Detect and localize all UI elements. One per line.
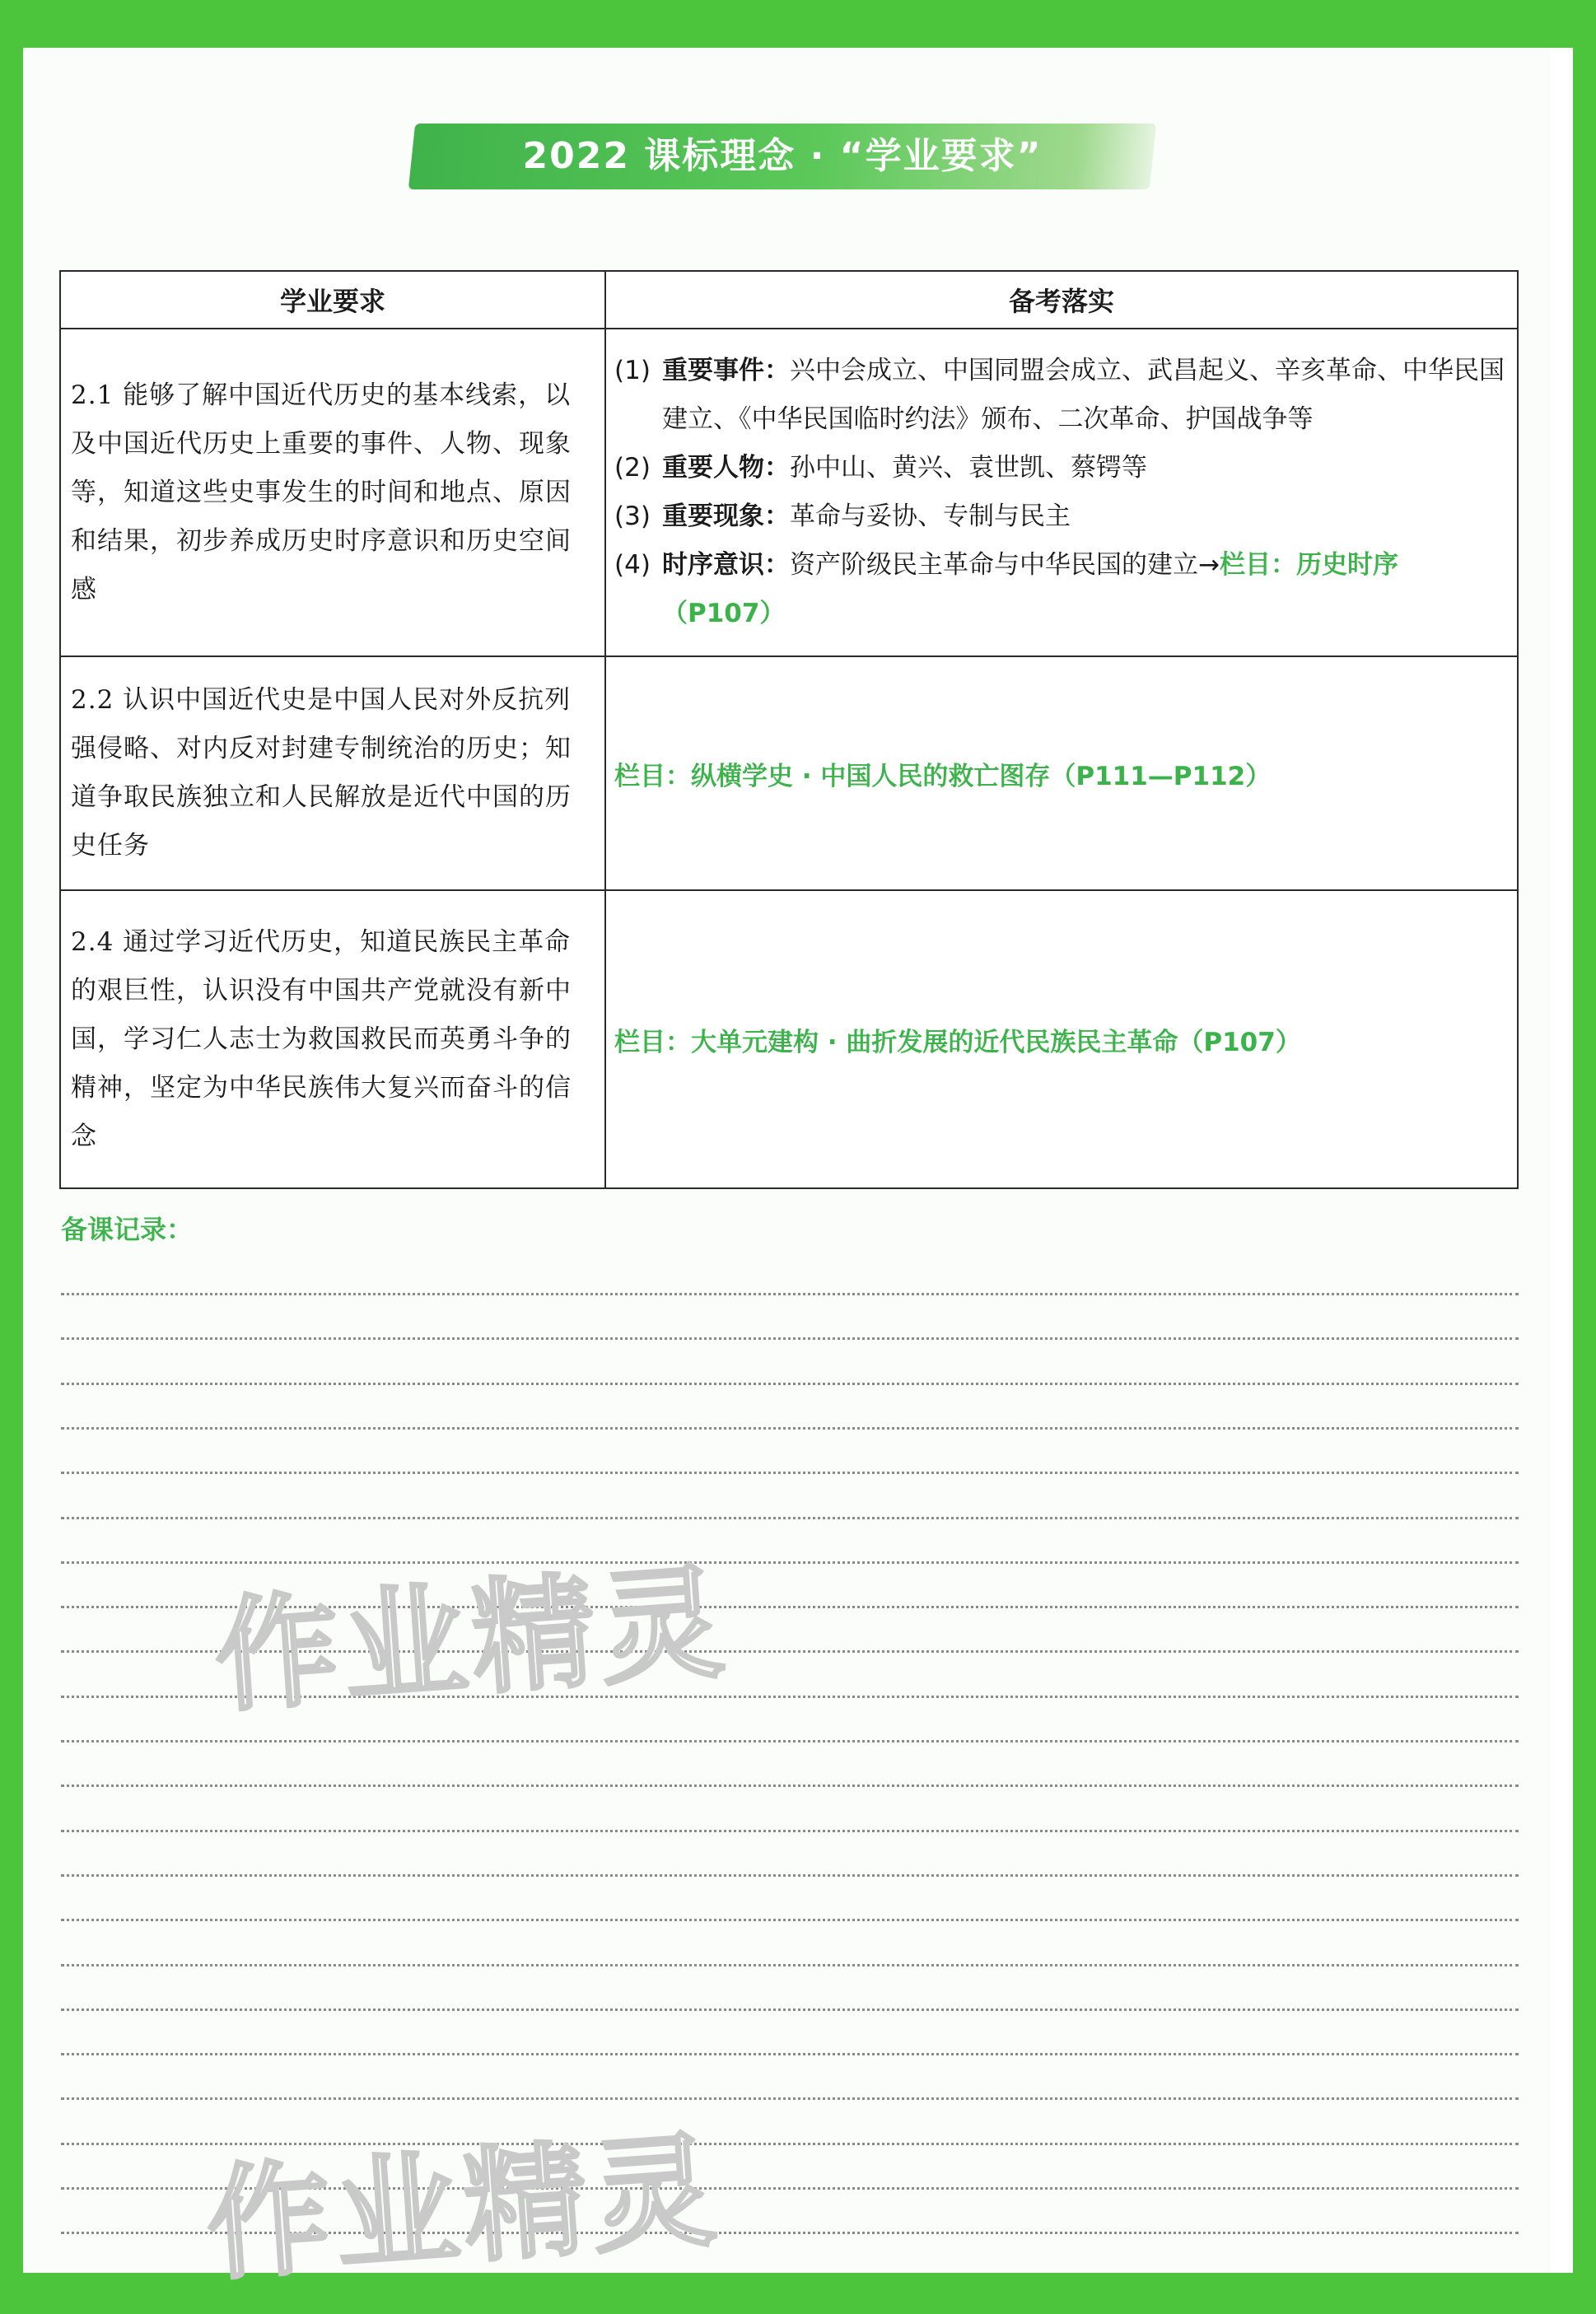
item-text: 革命与妥协、专制与民主 [790,502,1071,531]
implementation-cell [605,329,1518,656]
item-keyword: 重要现象： [662,502,790,531]
table-row [60,890,1518,1188]
header-implementation: 备考落实 [605,271,1518,329]
table-header-row [60,271,1518,329]
item-number: (2) [614,453,651,483]
item-number: (4) [614,550,651,580]
note-line [61,1784,1519,1787]
note-line [61,1919,1519,1921]
note-line [61,1517,1519,1519]
list-item [614,444,1505,492]
note-line [61,2053,1519,2055]
item-text: 兴中会成立、中国同盟会成立、武昌起义、辛亥革命、中华民国建立、《中华民国临时约法》颁布、二次革命、护国战争等 [662,356,1505,434]
note-line [61,1427,1519,1430]
column-reference: 栏目：大单元建构 · 曲折发展的近代民族民主革命（P107） [605,890,1518,1188]
table-row [60,656,1518,890]
list-item [614,492,1505,541]
note-line [61,1337,1519,1340]
list-item [614,541,1505,638]
list-item [614,347,1505,444]
header-requirement: 学业要求 [60,271,605,329]
watermark: 作业精灵 [202,2119,726,2298]
requirement-cell: 2.2 认识中国近代史是中国人民对外反抗列强侵略、对内反对封建专制统治的历史；知道争取民族独立和人民解放是近代中国的历史任务 [60,656,605,890]
item-number: (1) [614,356,651,385]
note-line [61,1293,1519,1295]
note-line [61,1383,1519,1385]
note-line [61,1964,1519,1966]
green-border-left [0,0,23,2314]
note-line [61,2008,1519,2011]
note-line [61,1830,1519,1832]
requirements-table [59,270,1519,1189]
column-reference: 栏目：历史时序（P107） [662,550,1398,628]
item-number: (3) [614,502,651,531]
note-line [61,1472,1519,1474]
note-line [61,2097,1519,2100]
banner-title: 2022 课标理念 · “学业要求” [522,135,1043,177]
item-keyword: 时序意识： [662,550,790,580]
table-row [60,329,1518,656]
item-text: 孙中山、黄兴、袁世凯、蔡锷等 [790,453,1147,483]
green-border-top [0,0,1596,48]
item-keyword: 重要事件： [662,356,790,385]
notes-title: 备课记录： [61,1214,194,1245]
column-reference: 栏目：纵横学史 · 中国人民的救亡图存（P111—P112） [605,656,1518,890]
item-text: 资产阶级民主革命与中华民国的建立→ [790,550,1220,580]
requirement-cell: 2.1 能够了解中国近代历史的基本线索，以及中国近代历史上重要的事件、人物、现象等，知道这些史事发生的时间和地点、原因和结果，初步养成历史时序意识和历史空间感 [60,329,605,656]
requirement-cell: 2.4 通过学习近代历史，知道民族民主革命的艰巨性，认识没有中国共产党就没有新中国，学习仁人志士为救国救民而英勇斗争的精神，坚定为中华民族伟大复兴而奋斗的信念 [60,890,605,1188]
note-line [61,1740,1519,1742]
green-border-right [1573,0,1596,2314]
note-line [61,1874,1519,1877]
watermark: 作业精灵 [210,1551,734,1730]
item-keyword: 重要人物： [662,453,790,483]
